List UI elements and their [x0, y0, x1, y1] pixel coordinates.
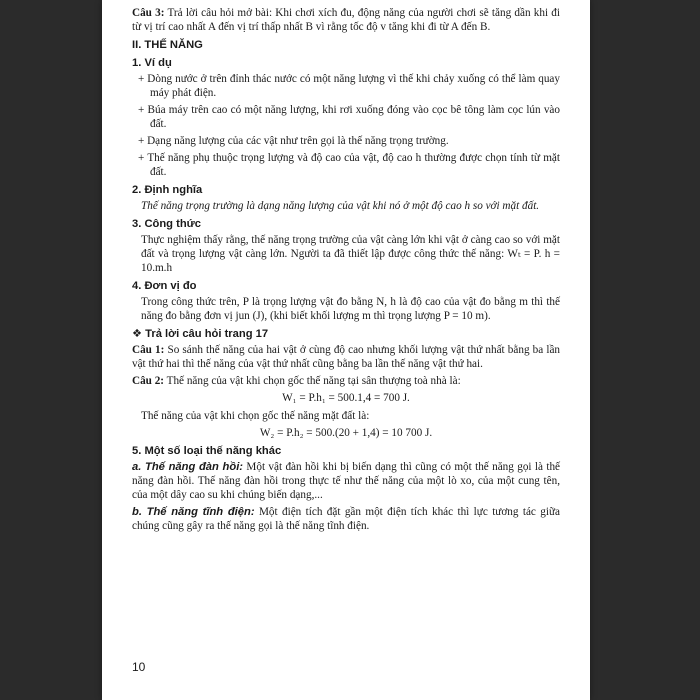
- answers-title: ❖ Trả lời câu hỏi trang 17: [132, 328, 269, 340]
- subsection-4-title: 4. Đơn vị đo: [132, 280, 197, 292]
- formula-text: Thực nghiệm thấy rằng, thế năng trọng trường của vật càng lớn khi vật ở càng cao so với mặt đất và trọng lượng vật càng lớn. Người ta đã thiết lập được công thức thế năng: Wₜ = P. h = 10.m.h: [141, 234, 560, 274]
- right-dark-margin: [590, 0, 700, 700]
- example-item: + Búa máy trên cao có một năng lượng, khi rơi xuống đóng vào cọc bê tông làm cọc lún vào đất.: [138, 104, 560, 130]
- page-content: [132, 6, 560, 536]
- subsection-1-title: 1. Ví dụ: [132, 57, 172, 69]
- example-item: + Dòng nước ở trên đỉnh thác nước có một năng lượng vì thế khi chảy xuống có thể làm quay máy phát điện.: [138, 73, 560, 99]
- example-item: + Thế năng phụ thuộc trọng lượng và độ cao của vật, độ cao h thường được chọn tính từ mặt đất.: [138, 152, 560, 178]
- answer-1-label: Câu 1:: [132, 344, 165, 356]
- document-page: [102, 0, 590, 700]
- subsection-5-title: 5. Một số loại thế năng khác: [132, 445, 282, 457]
- electrostatic-potential-title: b. Thế năng tĩnh điện:: [132, 506, 255, 518]
- answer-2-text: Thế năng của vật khi chọn gốc thế năng tại sân thượng toà nhà là:: [166, 375, 461, 387]
- unit-text: Trong công thức trên, P là trọng lượng vật đo bằng N, h là độ cao của vật đo bằng m thì thế năng đo bằng đơn vị jun (J), (khi biết khối lượng m thì trọng lượng P = 10 m).: [141, 296, 560, 322]
- left-dark-margin: [0, 0, 102, 700]
- section-title: II. THẾ NĂNG: [132, 39, 203, 51]
- elastic-potential: [132, 460, 560, 502]
- elastic-potential-text: Một vật đàn hồi khi bị biến dạng thì cũng có một thế năng gọi là thế năng đàn hồi. Thế năng đàn hồi trong thực tế như thế năng của một lò xo, của một cung tên, của một dây cao su khi chúng biến dạng,...: [132, 461, 560, 501]
- answer-2-text-2: Thế năng của vật khi chọn gốc thế năng mặt đất là:: [141, 410, 370, 422]
- example-item: + Dạng năng lượng của các vật như trên gọi là thế năng trọng trường.: [138, 135, 449, 147]
- electrostatic-potential: [132, 505, 560, 533]
- subsection-3-title: 3. Công thức: [132, 218, 202, 230]
- elastic-potential-title: a. Thế năng đàn hồi:: [132, 461, 244, 473]
- question-3: [132, 6, 560, 34]
- answer-2: [132, 374, 560, 388]
- answer-2-label: Câu 2:: [132, 375, 165, 387]
- answer-1: [132, 343, 560, 371]
- definition-text: Thế năng trọng trường là dạng năng lượng của vật khi nó ở một độ cao h so với mặt đất.: [141, 200, 540, 212]
- page-number: 10: [132, 660, 146, 674]
- formula-w2: W₂ = P.h₂ = 500.(20 + 1,4) = 10 700 J.: [259, 427, 433, 439]
- formula-w1: W₁ = P.h₁ = 500.1,4 = 700 J.: [282, 392, 410, 404]
- answer-1-text: So sánh thế năng của hai vật ở cùng độ cao nhưng khối lượng vật thứ nhất bằng ba lần vật thứ hai thì thế năng của vật thứ nhất cũng bằng ba lần thế năng vật thứ hai.: [132, 344, 561, 370]
- question-3-text: Trả lời câu hỏi mở bài: Khi chơi xích đu, động năng của người chơi sẽ tăng dần khi đi từ vị trí cao nhất A đến vị trí thấp nhất B vì rằng tốc độ v tăng khi đi từ A đến B.: [132, 7, 560, 33]
- subsection-2-title: 2. Định nghĩa: [132, 184, 203, 196]
- question-3-label: Câu 3:: [132, 7, 165, 19]
- electrostatic-potential-text: Một điện tích đặt gần một điện tích khác thì lực tương tác giữa chúng cũng gây ra thế năng gọi là thế năng tĩnh điện.: [132, 506, 561, 532]
